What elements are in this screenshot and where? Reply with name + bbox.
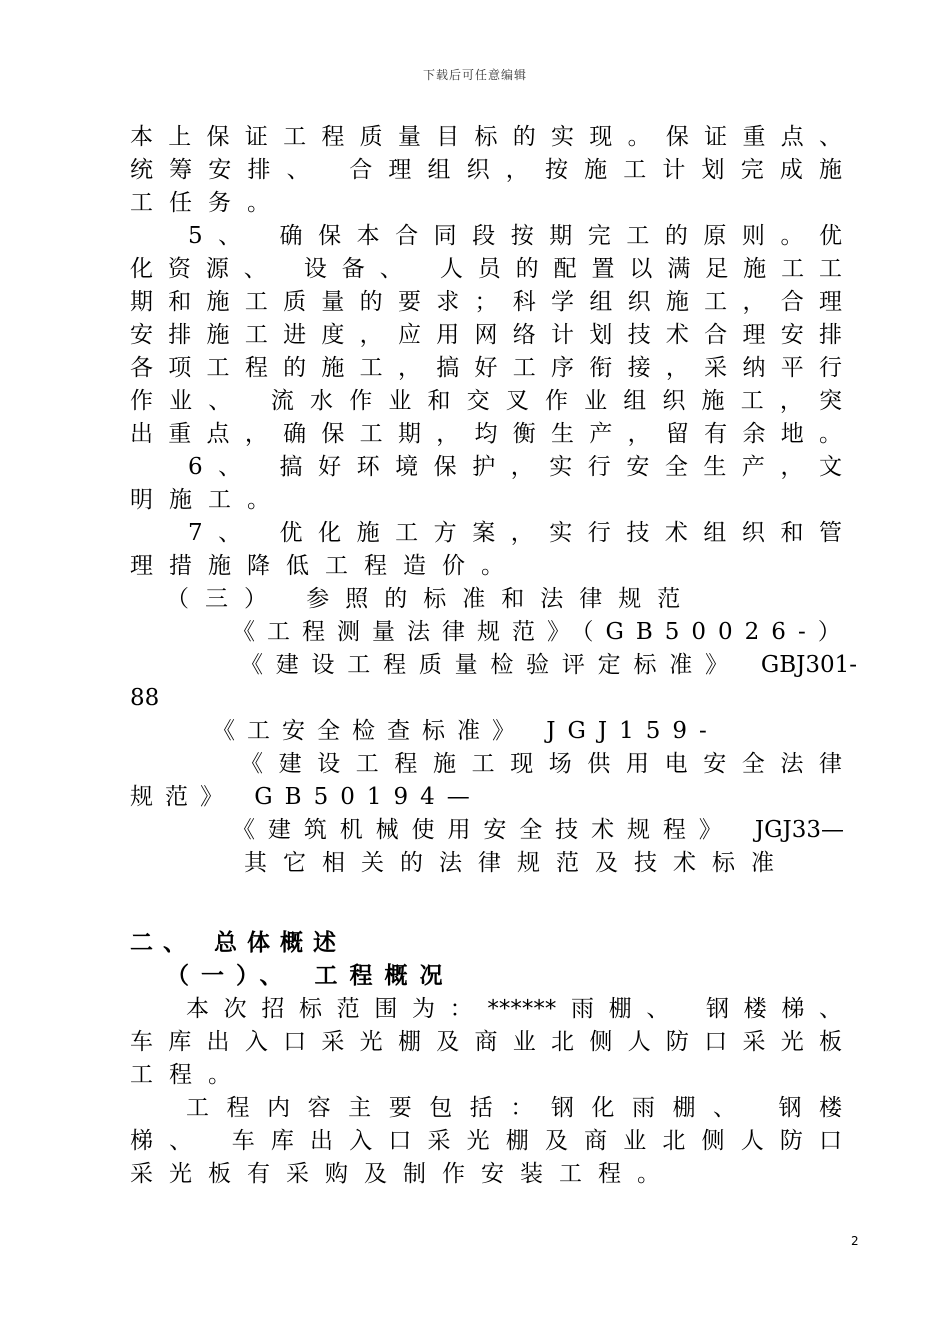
- standard-item: 《建筑机械使用安全技术规程》 JGJ33—: [232, 817, 844, 843]
- body-line: 本次招标范围为：******雨棚、 钢楼梯、: [186, 996, 842, 1022]
- body-line: 安排施工进度，应用网络计划技术合理安排: [130, 322, 842, 348]
- body-line: 本上保证工程质量目标的实现。保证重点、: [130, 124, 842, 150]
- body-line: 梯、 车库出入口采光棚及商业北侧人防口: [130, 1128, 842, 1154]
- body-line: 出重点，确保工期，均衡生产，留有余地。: [130, 421, 842, 447]
- standard-item: 《建设工程施工现场供用电安全法律: [240, 751, 842, 777]
- standard-item: 88: [130, 685, 160, 711]
- section-heading: （三） 参照的标准和法律规范: [166, 586, 697, 612]
- body-line: 明施工。: [130, 487, 286, 513]
- body-line: 化资源、 设备、 人员的配置以满足施工工: [130, 256, 842, 282]
- standard-item: 《建设工程质量检验评定标准》 GBJ301-: [240, 652, 857, 678]
- body-line: 工任务。: [130, 190, 286, 216]
- body-line: 理措施降低工程造价。: [130, 553, 520, 579]
- page-number: 2: [851, 1234, 859, 1248]
- body-line: 工程。: [130, 1062, 247, 1088]
- standard-item: 《工安全检查标准》 JGJ159-: [212, 718, 719, 744]
- standard-item: 《工程测量法律规范》（GB50026-）: [232, 619, 853, 645]
- standard-item: 其它相关的法律规范及技术标准: [244, 850, 790, 876]
- body-line: 7、 优化施工方案，实行技术组织和管: [188, 520, 842, 546]
- body-line: 6、 搞好环境保护，实行安全生产，文: [188, 454, 842, 480]
- body-line: 期和施工质量的要求；科学组织施工，合理: [130, 289, 842, 315]
- body-line: 采光板有采购及制作安装工程。: [130, 1161, 676, 1187]
- body-line: 各项工程的施工，搞好工序衔接，采纳平行: [130, 355, 842, 381]
- section-heading: （一）、 工程概况: [166, 963, 455, 989]
- body-line: 工程内容主要包括：钢化雨棚、 钢楼: [186, 1095, 842, 1121]
- body-line: 车库出入口采光棚及商业北侧人防口采光板: [130, 1029, 842, 1055]
- page-header: 下载后可任意编辑: [422, 68, 527, 82]
- standard-item: 规范》 GB50194—: [130, 784, 482, 810]
- body-line: 作业、 流水作业和交叉作业组织施工，突: [130, 388, 842, 414]
- body-line: 5、 确保本合同段按期完工的原则。优: [188, 223, 842, 249]
- body-line: 统筹安排、 合理组织，按施工计划完成施: [130, 157, 842, 183]
- chapter-heading: 二、 总体概述: [130, 930, 347, 956]
